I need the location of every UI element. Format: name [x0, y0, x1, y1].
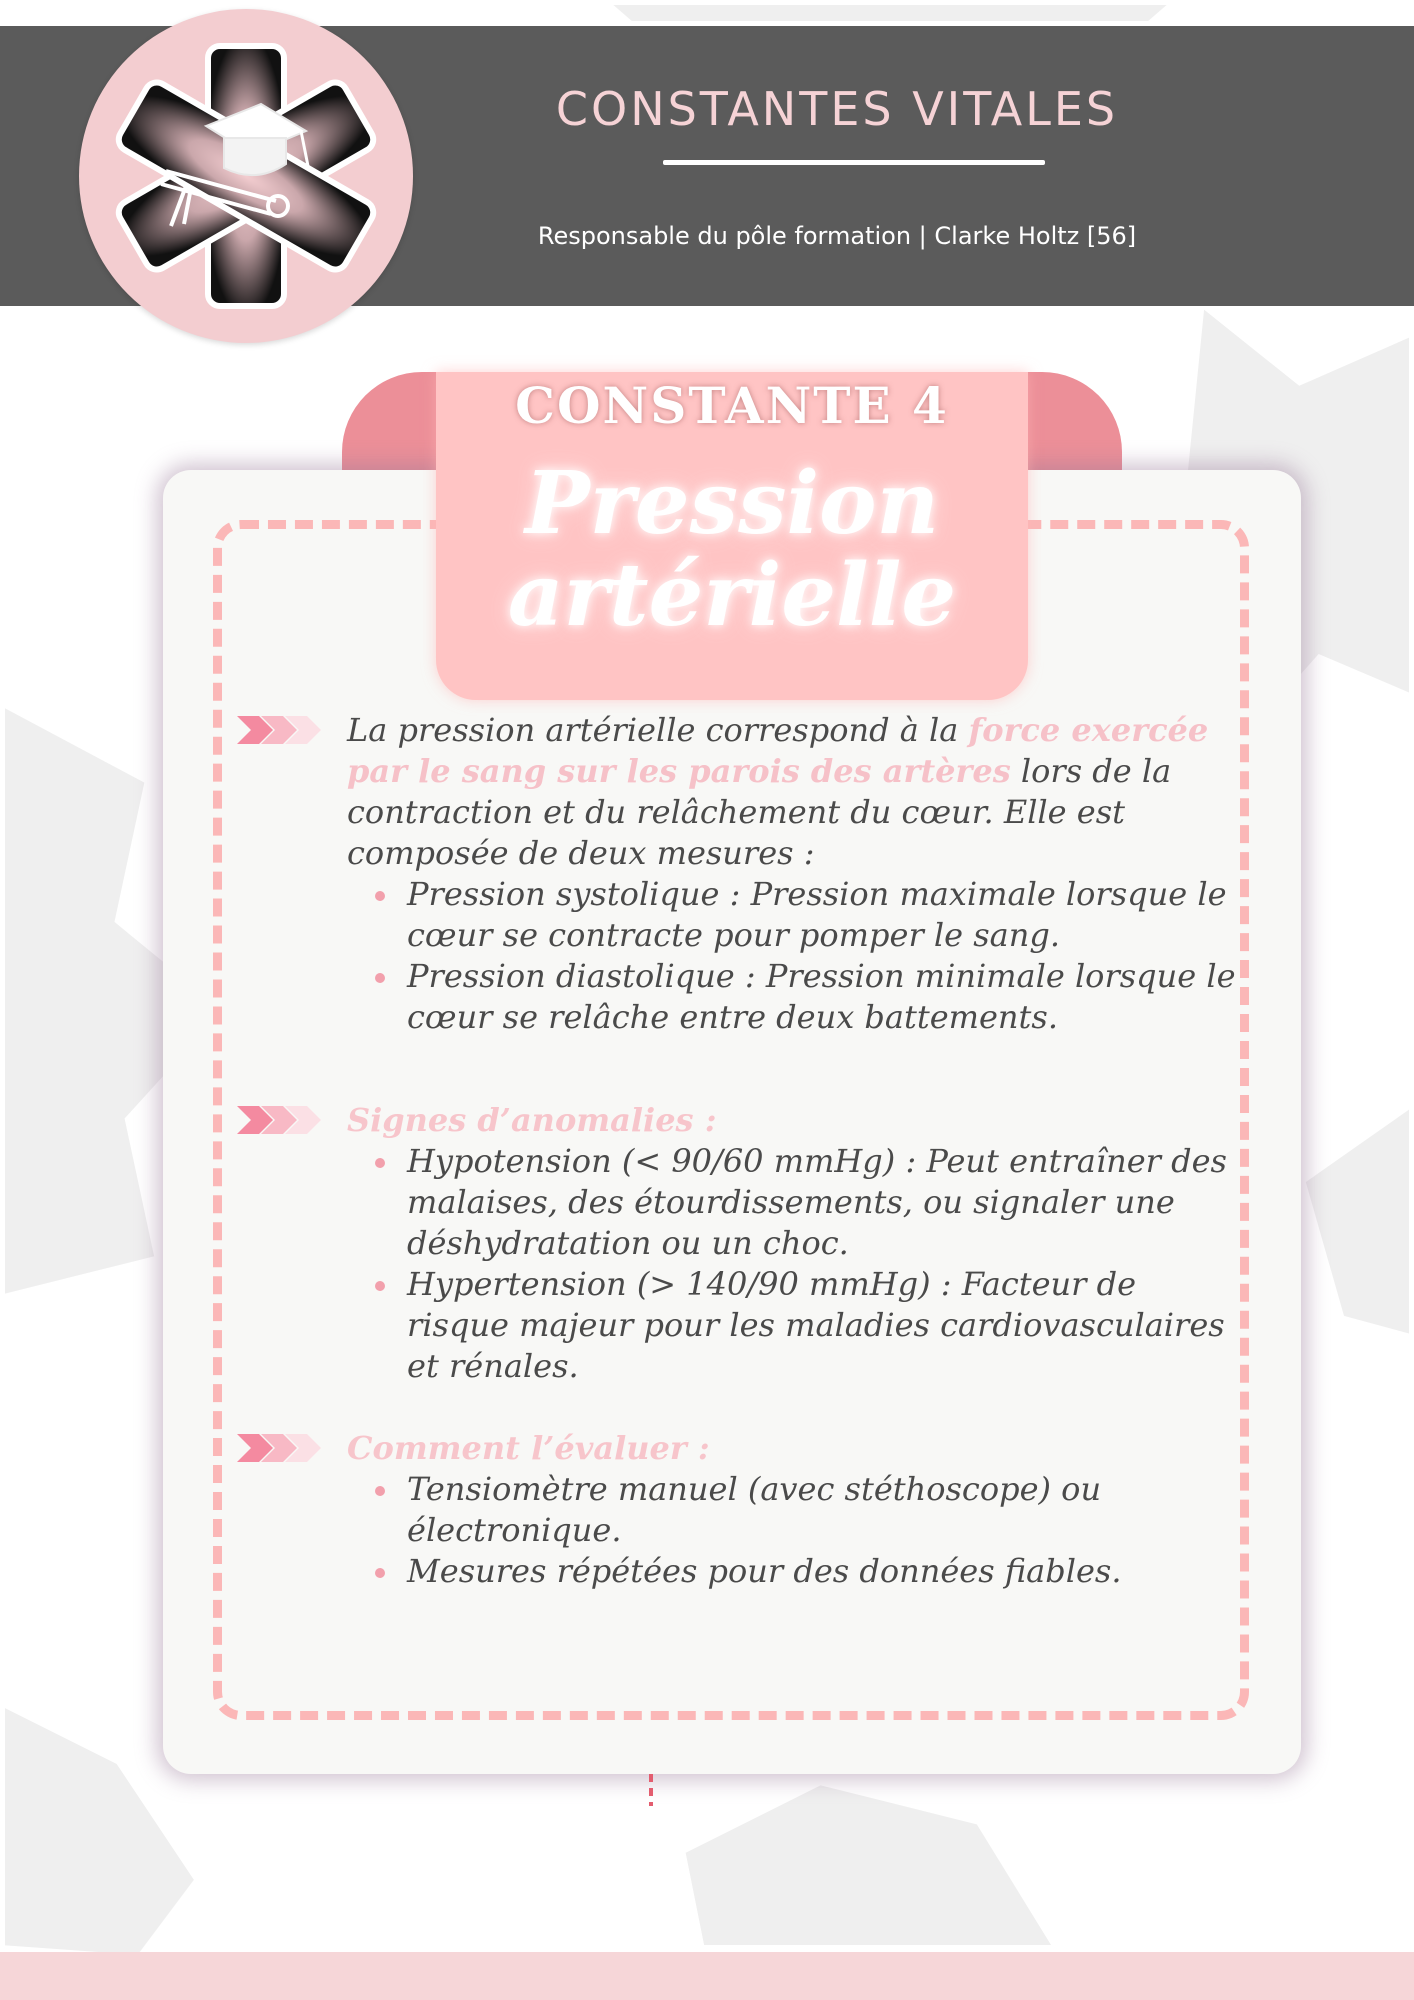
list-item: Tensiomètre manuel (avec stéthoscope) ou électronique.: [407, 1469, 1247, 1551]
intro-paragraph: [347, 710, 1247, 874]
content-body: [237, 710, 1247, 1592]
double-chevron-icon: [237, 716, 321, 744]
anomalies-section: [237, 1100, 1247, 1387]
ribbon-banner: [436, 372, 1028, 700]
list-item: Hypertension (> 140/90 mmHg) : Facteur de risque majeur pour les maladies cardiovasculaires et rénales.: [407, 1264, 1247, 1387]
anomalies-heading: Signes d’anomalies :: [347, 1101, 717, 1139]
list-item: Hypotension (< 90/60 mmHg) : Peut entraîner des malaises, des étourdissements, ou signaler une déshydratation ou un choc.: [407, 1141, 1247, 1264]
anomalies-list: [237, 1141, 1247, 1387]
intro-text-b: lors de la contraction et du relâchement du cœur. Elle est composée de deux mesures :: [347, 752, 1172, 872]
constant-title: [436, 453, 1028, 646]
evaluate-heading: Comment l’évaluer :: [347, 1429, 710, 1467]
list-item: Pression diastolique : Pression minimale lorsque le cœur se relâche entre deux battements.: [407, 956, 1247, 1038]
intro-list: [237, 874, 1247, 1038]
double-chevron-icon: [237, 1434, 321, 1462]
intro-text-a: La pression artérielle correspond à la: [347, 711, 969, 749]
intro-section: [237, 710, 1247, 1038]
page-title: CONSTANTES VITALES: [555, 82, 1119, 136]
footer-band: [0, 1952, 1414, 2000]
list-item: Pression systolique : Pression maximale lorsque le cœur se contracte pour pomper le sang.: [407, 874, 1247, 956]
constant-title-line-1: Pression: [524, 453, 940, 554]
constant-title-line-2: artérielle: [507, 545, 957, 646]
intro-highlight: force exercée par le sang sur les parois des artères: [347, 711, 1209, 790]
evaluate-section: [237, 1428, 1247, 1592]
dashed-connector: [649, 1774, 653, 1806]
evaluate-list: [237, 1469, 1247, 1592]
star-of-life-graduation-icon: [79, 9, 413, 343]
double-chevron-icon: [237, 1106, 321, 1134]
title-underline: [663, 160, 1045, 165]
page-subtitle: Responsable du pôle formation | Clarke Holtz [56]: [537, 222, 1137, 250]
list-item: Mesures répétées pour des données fiables.: [407, 1551, 1247, 1592]
constant-number: CONSTANTE 4: [515, 376, 949, 435]
